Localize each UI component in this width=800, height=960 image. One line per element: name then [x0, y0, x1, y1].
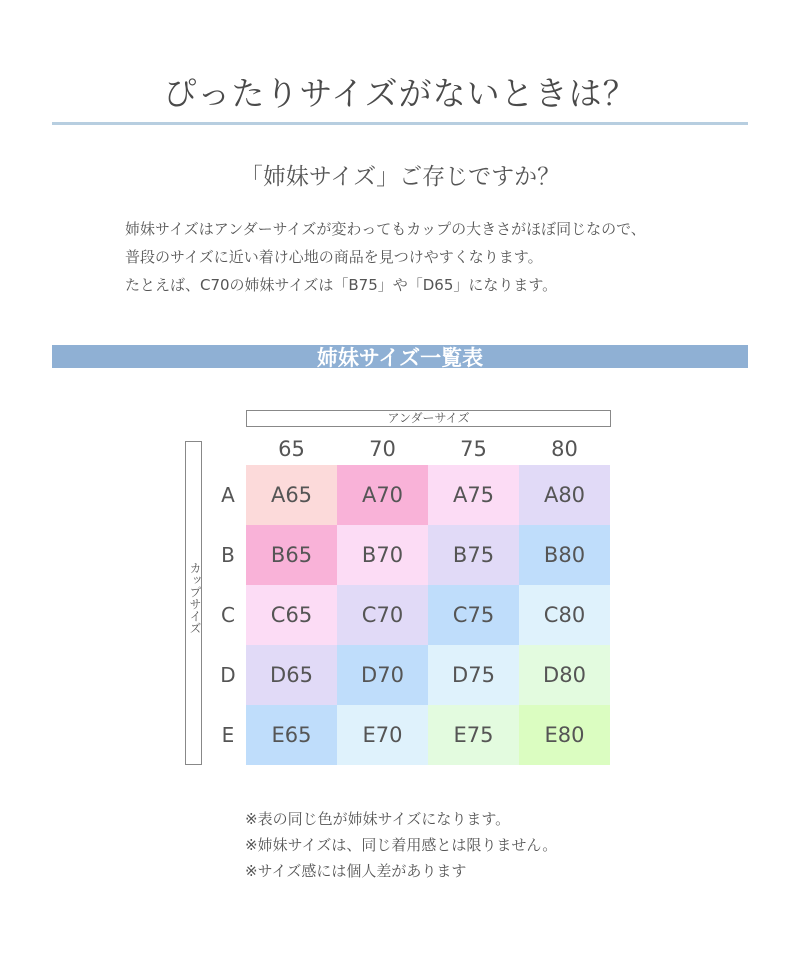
column-header-65: 65: [278, 437, 305, 461]
size-cell-D65: D65: [246, 645, 337, 705]
size-cell-D70: D70: [337, 645, 428, 705]
size-cell-B75: B75: [428, 525, 519, 585]
note-line: ※姉妹サイズは、同じ着用感とは限りません。: [245, 836, 558, 854]
size-cell-E70: E70: [337, 705, 428, 765]
size-cell-D80: D80: [519, 645, 610, 705]
row-header-E: E: [221, 723, 235, 747]
size-cell-D75: D75: [428, 645, 519, 705]
intro-line: 姉妹サイズはアンダーサイズが変わってもカップの大きさがほぼ同じなので、: [125, 220, 646, 238]
under-size-label: アンダーサイズ: [246, 410, 611, 427]
size-cell-B65: B65: [246, 525, 337, 585]
size-cell-C80: C80: [519, 585, 610, 645]
row-header-B: B: [221, 543, 235, 567]
notes: [245, 806, 557, 884]
size-cell-A65: A65: [246, 465, 337, 525]
note-line: ※表の同じ色が姉妹サイズになります。: [245, 810, 511, 828]
size-cell-A70: A70: [337, 465, 428, 525]
row-header-A: A: [221, 483, 235, 507]
cup-size-label: カップサイズ: [188, 562, 202, 634]
size-cell-B80: B80: [519, 525, 610, 585]
title-divider: [52, 122, 748, 125]
row-header-C: C: [221, 603, 235, 627]
size-cell-E75: E75: [428, 705, 519, 765]
note-line: ※サイズ感には個人差があります: [245, 862, 467, 880]
cup-size-label-box: [185, 441, 202, 765]
size-cell-E65: E65: [246, 705, 337, 765]
size-cell-A75: A75: [428, 465, 519, 525]
size-cell-E80: E80: [519, 705, 610, 765]
column-header-75: 75: [460, 437, 487, 461]
intro-line: たとえば、C70の姉妹サイズは「B75」や「D65」になります。: [125, 276, 558, 294]
table-banner: [52, 345, 748, 368]
column-header-70: 70: [369, 437, 396, 461]
page-title: ぴったりサイズがないときは？: [163, 74, 637, 113]
intro-line: 普段のサイズに近い着け心地の商品を見つけやすくなります。: [125, 248, 543, 266]
row-header-D: D: [220, 663, 236, 687]
table-banner-title: 姉妹サイズ一覧表: [316, 346, 484, 370]
size-cell-A80: A80: [519, 465, 610, 525]
size-cell-C70: C70: [337, 585, 428, 645]
intro-text: [125, 215, 765, 299]
column-header-80: 80: [551, 437, 578, 461]
size-cell-B70: B70: [337, 525, 428, 585]
section-subtitle: 「姉妹サイズ」ご存じですか？: [239, 164, 561, 190]
size-cell-C75: C75: [428, 585, 519, 645]
size-cell-C65: C65: [246, 585, 337, 645]
